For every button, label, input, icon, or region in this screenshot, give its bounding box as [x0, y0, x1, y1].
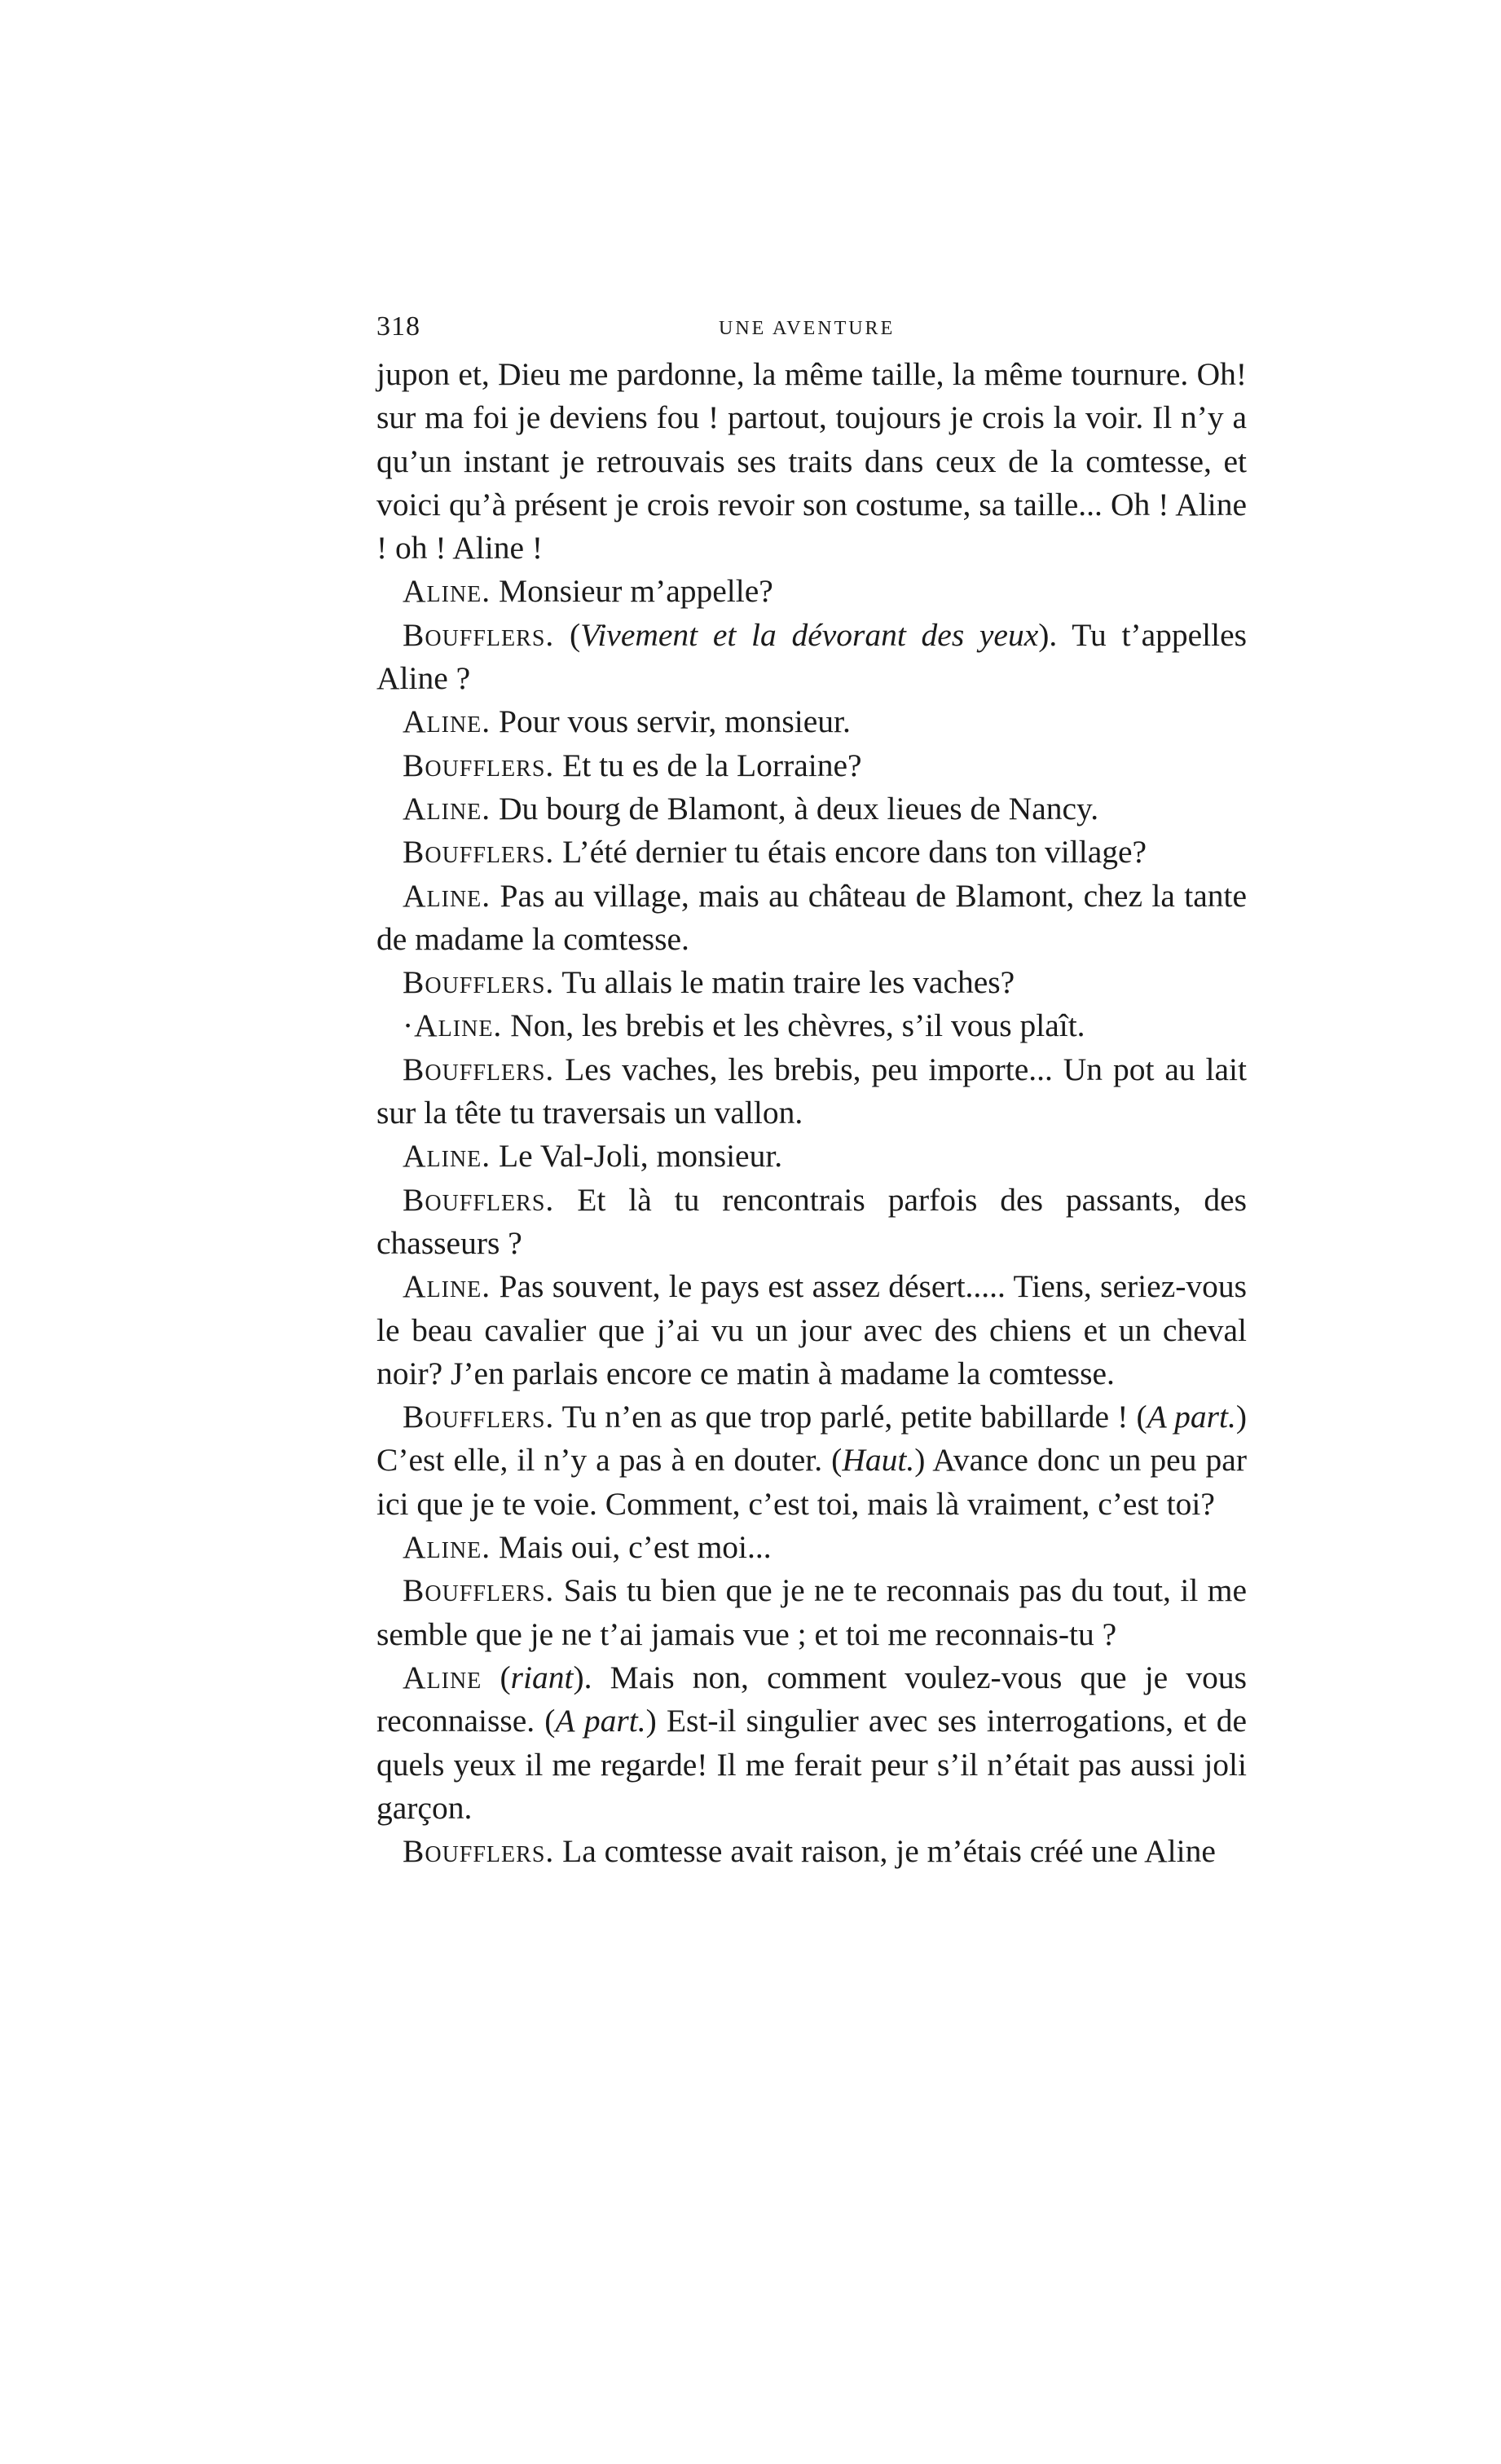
speech-text: ) C’est elle, il n’y a pas à en douter. (	[376, 1399, 1248, 1479]
dialogue-paragraph	[376, 961, 1247, 1004]
dialogue-paragraph	[376, 1135, 1247, 1178]
speech-text: Et là tu rencontrais parfois des passants, des chasseurs ?	[376, 1181, 1247, 1261]
running-head	[376, 311, 1247, 347]
dialogue-paragraph	[376, 1265, 1247, 1395]
dialogue-paragraph	[376, 700, 1247, 743]
speaker-name: Boufflers.	[403, 834, 555, 871]
stage-direction: Vivement et la dévorant des yeux	[580, 616, 1039, 653]
speech-text: Non, les brebis et les chèvres, s’il vous plaît.	[502, 1007, 1085, 1044]
speech-text: Pas au village, mais au château de Blamont, chez la tante de madame la comtesse.	[376, 877, 1247, 957]
speech-text: ) Est-il singulier avec ses interrogations, et de quels yeux il me regarde! Il me ferait peur s’il n’était pas aussi joli garçon.	[376, 1703, 1248, 1826]
speech-text: (	[482, 1659, 511, 1695]
speech-text: jupon et, Dieu me pardonne, la même taille, la même tournure. Oh! sur ma foi je deviens fou ! partout, toujours je crois la voir. Il n’y a qu’un instant je retrouvais ses traits dans ceux de la comtesse, et voici qu’à présent je crois revoir son costume, sa taille... Oh ! Aline ! oh ! Aline !	[376, 356, 1247, 566]
dialogue-paragraph	[376, 1656, 1247, 1830]
dialogue-paragraph	[376, 1004, 1247, 1047]
speech-text: Tu allais le matin traire les vaches?	[554, 964, 1015, 1001]
dialogue-paragraph	[376, 1569, 1247, 1656]
speech-text: Monsieur m’appelle?	[491, 573, 773, 610]
dialogue-paragraph	[376, 1830, 1247, 1873]
text-body	[376, 353, 1247, 1873]
speaker-name: Aline.	[403, 1529, 491, 1566]
speech-text: ). Mais non, comment voulez-vous que je vous reconnaisse. (	[376, 1659, 1247, 1739]
speech-text: Pas souvent, le pays est assez désert..... Tiens, seriez-vous le beau cavalier que j’ai vu un jour avec des chiens et un cheval noir? J’en parlais encore ce matin à madame la comtesse.	[376, 1268, 1247, 1391]
stage-direction: A part.	[1147, 1399, 1236, 1435]
speaker-name: Boufflers.	[403, 1833, 555, 1870]
stage-direction: A part.	[555, 1703, 646, 1739]
speech-text: Du bourg de Blamont, à deux lieues de Nancy.	[491, 790, 1099, 826]
speaker-name: Aline.	[403, 877, 491, 914]
speech-text: (	[554, 616, 581, 653]
dialogue-paragraph	[376, 1395, 1247, 1526]
dialogue-paragraph	[376, 1179, 1247, 1266]
speaker-name: Aline.	[403, 1268, 491, 1305]
stage-direction: Haut.	[842, 1442, 915, 1479]
dialogue-paragraph	[376, 875, 1247, 962]
speaker-name: Boufflers.	[403, 964, 555, 1001]
speech-text: Le Val-Joli, monsieur.	[491, 1138, 783, 1175]
speaker-name: Boufflers.	[403, 1051, 555, 1087]
speaker-name: Aline	[403, 1659, 482, 1695]
dialogue-paragraph	[376, 1048, 1247, 1135]
speech-text: Sais tu bien que je ne te reconnais pas du tout, il me semble que je ne t’ai jamais vue ; et toi me reconnais-tu ?	[376, 1572, 1247, 1652]
dialogue-paragraph	[376, 1526, 1247, 1569]
dialogue-paragraph	[376, 570, 1247, 613]
dialogue-paragraph	[376, 614, 1247, 701]
speaker-name: Boufflers.	[403, 747, 555, 783]
speech-text: Tu n’en as que trop parlé, petite babillarde ! (	[554, 1399, 1147, 1435]
speaker-name: Boufflers.	[403, 1572, 555, 1609]
speaker-name: Aline.	[403, 790, 491, 826]
speaker-name: Aline.	[403, 573, 491, 610]
dialogue-paragraph	[376, 831, 1247, 874]
dialogue-paragraph	[376, 787, 1247, 831]
speaker-name: Boufflers.	[403, 1181, 555, 1218]
speech-text: Mais oui, c’est moi...	[491, 1529, 772, 1566]
speech-text: La comtesse avait raison, je m’étais créé une Aline	[554, 1833, 1216, 1870]
speaker-name: Aline.	[403, 1138, 491, 1175]
running-title: UNE AVENTURE	[719, 318, 896, 339]
speech-text: Et tu es de la Lorraine?	[554, 747, 862, 783]
speech-text: Pour vous servir, monsieur.	[491, 703, 851, 740]
speaker-name: Boufflers.	[403, 616, 555, 653]
speaker-name: Boufflers.	[403, 1399, 555, 1435]
dialogue-paragraph	[376, 353, 1247, 570]
speech-text: ) Avance donc un peu par ici que je te voie. Comment, c’est toi, mais là vraiment, c’est toi?	[376, 1442, 1247, 1522]
speech-text: L’été dernier tu étais encore dans ton village?	[554, 834, 1147, 871]
speech-text: Les vaches, les brebis, peu importe... Un pot au lait sur la tête tu traversais un vallon.	[376, 1051, 1247, 1131]
page-number: 318	[376, 311, 420, 342]
dialogue-paragraph	[376, 744, 1247, 787]
stage-direction: riant	[510, 1659, 574, 1695]
speaker-name: ·Aline.	[403, 1007, 503, 1044]
speech-text: ). Tu t’appelles Aline ?	[376, 616, 1247, 697]
speaker-name: Aline.	[403, 703, 491, 740]
